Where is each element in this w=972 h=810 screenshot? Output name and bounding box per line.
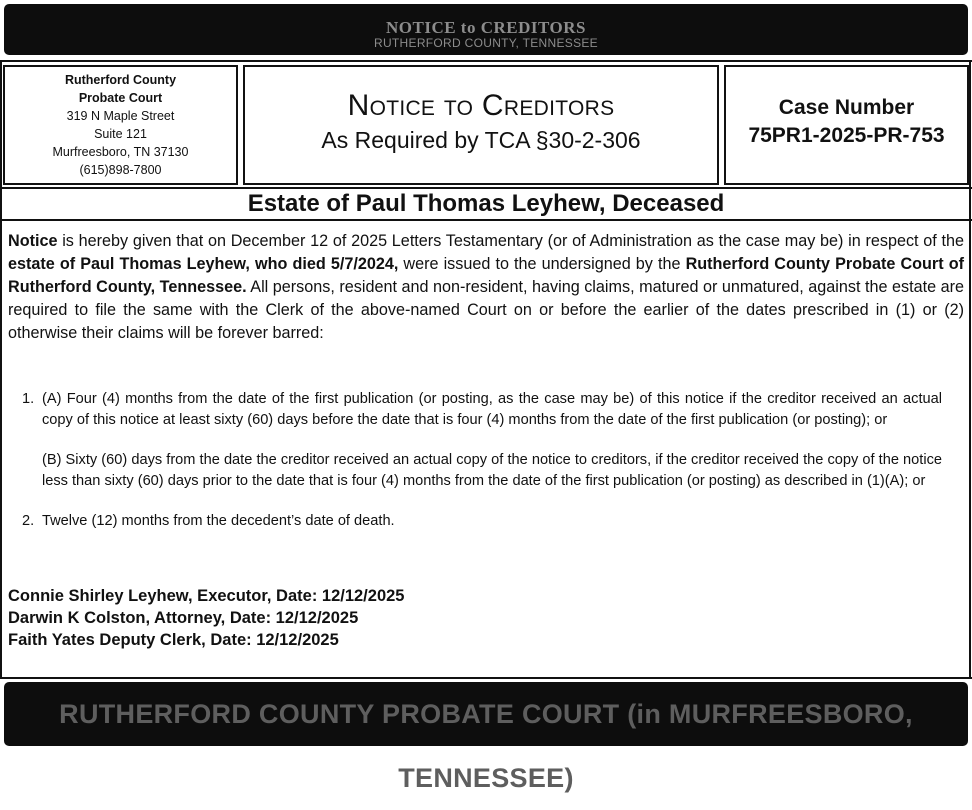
case-number-label: Case Number bbox=[778, 96, 915, 119]
notice-statute: As Required by TCA §30-2-306 bbox=[321, 127, 641, 153]
bottom-banner: RUTHERFORD COUNTY PROBATE COURT (in MURFREESBORO, TENNESSEE) bbox=[4, 682, 968, 746]
frame-rule-2 bbox=[0, 219, 972, 221]
body-bold-estate: estate of Paul Thomas Leyhew, who died 5/7/2024, bbox=[8, 255, 399, 273]
notice-body bbox=[8, 230, 964, 345]
estate-title: Estate of Paul Thomas Leyhew, Deceased bbox=[247, 190, 725, 217]
case-number-box bbox=[724, 65, 969, 185]
list-item-1b: (B) Sixty (60) days from the date the creditor received an actual copy of the notice to creditors, if the creditor received the copy of the notice less than sixty (60) days prior to the date that is four (4) months from the date of the first publication (or posting) as described in (1)(A); or bbox=[42, 452, 942, 489]
banner-subtitle: RUTHERFORD COUNTY, TENNESSEE bbox=[374, 36, 598, 50]
frame-bottom-rule bbox=[0, 677, 972, 679]
list-item bbox=[22, 389, 942, 491]
court-phone: (615)898-7800 bbox=[79, 163, 162, 177]
body-bold-court: Rutherford County Probate Court of Rutherford County, Tennessee. bbox=[8, 255, 964, 296]
court-city: Murfreesboro, TN 37130 bbox=[52, 145, 189, 159]
body-text-c: All persons, resident and non-resident, having claims, matured or unmatured, against the estate are required to file the same with the Clerk of the above-named Court on or before the earlier of the dates prescribed in (1) or (2) otherwise their claims will be forever barred: bbox=[8, 278, 964, 342]
signature-clerk: Faith Yates Deputy Clerk, Date: 12/12/2025 bbox=[8, 631, 339, 649]
top-banner bbox=[4, 4, 968, 55]
notice-title-box bbox=[243, 65, 719, 185]
signature-executor: Connie Shirley Leyhew, Executor, Date: 12/12/2025 bbox=[8, 587, 405, 605]
body-text-b: were issued to the undersigned by the bbox=[398, 255, 686, 273]
list-item-number: 2. bbox=[22, 513, 35, 529]
list-item-2: Twelve (12) months from the decedent’s date of death. bbox=[42, 513, 395, 529]
deadline-list bbox=[22, 389, 942, 532]
notice-title: Notice to Creditors bbox=[347, 89, 615, 122]
frame-right-rule bbox=[969, 60, 971, 679]
court-name-line2: Probate Court bbox=[78, 91, 163, 105]
body-bold-notice: Notice bbox=[8, 232, 58, 250]
list-item bbox=[22, 511, 942, 532]
court-street: 319 N Maple Street bbox=[66, 109, 175, 123]
signature-block bbox=[8, 585, 908, 651]
banner-title: NOTICE to CREDITORS bbox=[385, 18, 586, 37]
list-item-number: 1. bbox=[22, 391, 35, 407]
case-number-value: 75PR1-2025-PR-753 bbox=[748, 124, 945, 147]
frame-top-rule bbox=[0, 60, 972, 62]
court-suite: Suite 121 bbox=[94, 127, 147, 141]
court-name-line1: Rutherford County bbox=[64, 73, 177, 87]
court-address-box bbox=[3, 65, 238, 185]
list-item-1a: (A) Four (4) months from the date of the first publication (or posting, as the case may be) of this notice if the creditor received an actual copy of this notice at least sixty (60) days before the date that is four (4) months from the date of the first publication (or posting); or bbox=[42, 391, 942, 428]
body-text-a: is hereby given that on December 12 of 2025 Letters Testamentary (or of Administration as the case may be) in respect of the bbox=[57, 232, 964, 250]
signature-attorney: Darwin K Colston, Attorney, Date: 12/12/2025 bbox=[8, 609, 359, 627]
frame-left-rule bbox=[0, 60, 2, 679]
